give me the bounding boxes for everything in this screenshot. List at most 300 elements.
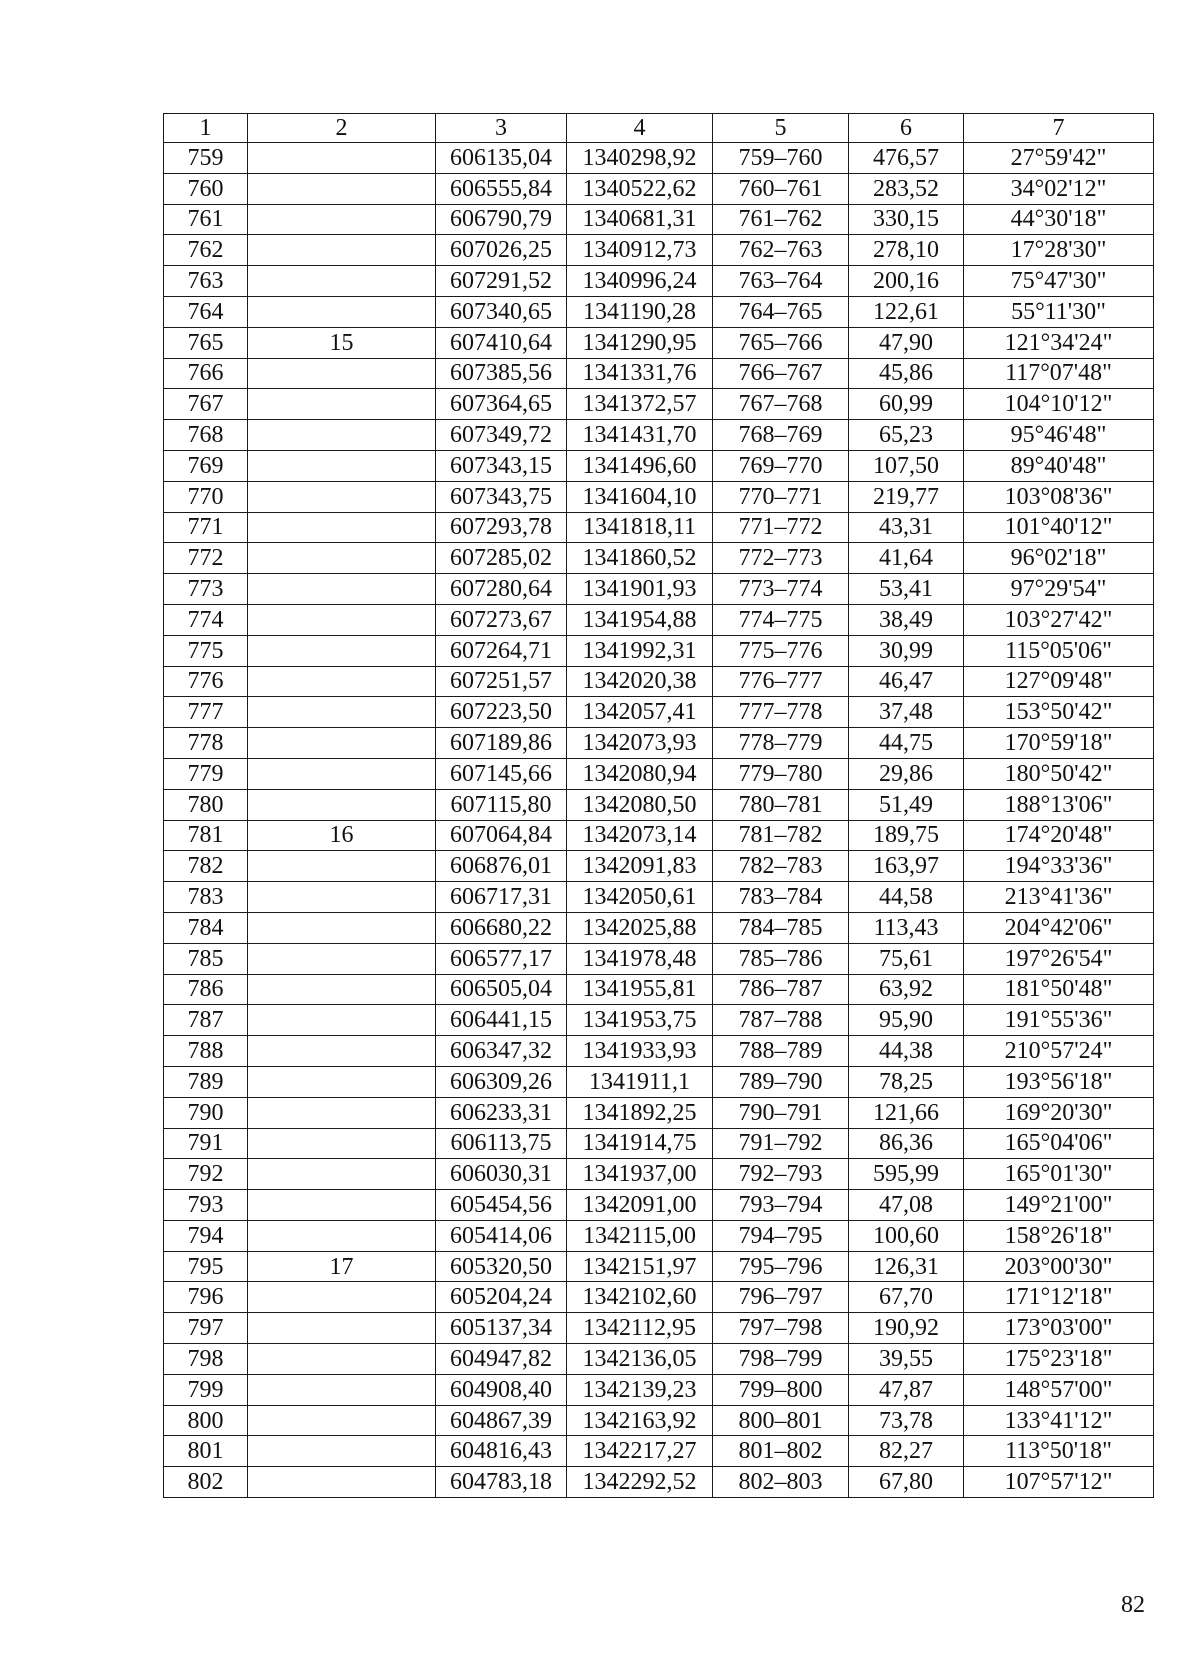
point-number-cell: 802	[164, 1467, 248, 1498]
table-row	[164, 481, 1154, 512]
table-row	[164, 358, 1154, 389]
table-header-row	[164, 114, 1154, 143]
table-row	[164, 1282, 1154, 1313]
y-coordinate-cell: 1341953,75	[567, 1005, 713, 1036]
angle-cell: 173°03'00"	[964, 1313, 1154, 1344]
y-coordinate-cell: 1341604,10	[567, 481, 713, 512]
segment-cell: 772–773	[713, 543, 849, 574]
point-number-cell: 786	[164, 974, 248, 1005]
point-number-cell: 762	[164, 235, 248, 266]
section-number-cell	[248, 1374, 436, 1405]
table-row	[164, 666, 1154, 697]
point-number-cell: 776	[164, 666, 248, 697]
length-cell: 595,99	[849, 1159, 964, 1190]
section-number-cell	[248, 1282, 436, 1313]
x-coordinate-cell: 607280,64	[436, 574, 567, 605]
y-coordinate-cell: 1341978,48	[567, 943, 713, 974]
length-cell: 476,57	[849, 143, 964, 174]
table-row	[164, 974, 1154, 1005]
segment-cell: 802–803	[713, 1467, 849, 1498]
section-number-cell	[248, 604, 436, 635]
angle-cell: 107°57'12"	[964, 1467, 1154, 1498]
length-cell: 46,47	[849, 666, 964, 697]
length-cell: 163,97	[849, 851, 964, 882]
segment-cell: 762–763	[713, 235, 849, 266]
point-number-cell: 798	[164, 1344, 248, 1375]
x-coordinate-cell: 606113,75	[436, 1128, 567, 1159]
angle-cell: 210°57'24"	[964, 1036, 1154, 1067]
y-coordinate-cell: 1342050,61	[567, 882, 713, 913]
coordinates-table	[163, 113, 1154, 1498]
section-number-cell	[248, 1344, 436, 1375]
table-row	[164, 512, 1154, 543]
section-number-cell	[248, 574, 436, 605]
column-header: 1	[164, 114, 248, 143]
segment-cell: 793–794	[713, 1190, 849, 1221]
x-coordinate-cell: 607349,72	[436, 420, 567, 451]
segment-cell: 759–760	[713, 143, 849, 174]
length-cell: 37,48	[849, 697, 964, 728]
table-row	[164, 574, 1154, 605]
x-coordinate-cell: 607340,65	[436, 296, 567, 327]
angle-cell: 153°50'42"	[964, 697, 1154, 728]
point-number-cell: 773	[164, 574, 248, 605]
length-cell: 43,31	[849, 512, 964, 543]
x-coordinate-cell: 607343,75	[436, 481, 567, 512]
length-cell: 51,49	[849, 789, 964, 820]
x-coordinate-cell: 606505,04	[436, 974, 567, 1005]
angle-cell: 89°40'48"	[964, 450, 1154, 481]
column-header: 4	[567, 114, 713, 143]
length-cell: 330,15	[849, 204, 964, 235]
y-coordinate-cell: 1341954,88	[567, 604, 713, 635]
table-row	[164, 1467, 1154, 1498]
table-row	[164, 327, 1154, 358]
point-number-cell: 794	[164, 1220, 248, 1251]
length-cell: 60,99	[849, 389, 964, 420]
angle-cell: 103°27'42"	[964, 604, 1154, 635]
x-coordinate-cell: 606577,17	[436, 943, 567, 974]
x-coordinate-cell: 607291,52	[436, 266, 567, 297]
length-cell: 122,61	[849, 296, 964, 327]
x-coordinate-cell: 607273,67	[436, 604, 567, 635]
table-row	[164, 912, 1154, 943]
segment-cell: 796–797	[713, 1282, 849, 1313]
angle-cell: 204°42'06"	[964, 912, 1154, 943]
point-number-cell: 775	[164, 635, 248, 666]
segment-cell: 789–790	[713, 1066, 849, 1097]
table-row	[164, 697, 1154, 728]
column-header: 2	[248, 114, 436, 143]
segment-cell: 786–787	[713, 974, 849, 1005]
length-cell: 29,86	[849, 758, 964, 789]
segment-cell: 783–784	[713, 882, 849, 913]
table-row	[164, 296, 1154, 327]
y-coordinate-cell: 1342151,97	[567, 1251, 713, 1282]
point-number-cell: 780	[164, 789, 248, 820]
table-row	[164, 1436, 1154, 1467]
y-coordinate-cell: 1341860,52	[567, 543, 713, 574]
angle-cell: 181°50'48"	[964, 974, 1154, 1005]
section-number-cell	[248, 882, 436, 913]
table-row	[164, 266, 1154, 297]
point-number-cell: 791	[164, 1128, 248, 1159]
segment-cell: 769–770	[713, 450, 849, 481]
section-number-cell	[248, 912, 436, 943]
column-header: 5	[713, 114, 849, 143]
angle-cell: 213°41'36"	[964, 882, 1154, 913]
length-cell: 44,58	[849, 882, 964, 913]
segment-cell: 800–801	[713, 1405, 849, 1436]
point-number-cell: 784	[164, 912, 248, 943]
x-coordinate-cell: 606233,31	[436, 1097, 567, 1128]
x-coordinate-cell: 606347,32	[436, 1036, 567, 1067]
angle-cell: 96°02'18"	[964, 543, 1154, 574]
x-coordinate-cell: 607264,71	[436, 635, 567, 666]
section-number-cell	[248, 1405, 436, 1436]
x-coordinate-cell: 606790,79	[436, 204, 567, 235]
section-number-cell	[248, 1436, 436, 1467]
point-number-cell: 764	[164, 296, 248, 327]
point-number-cell: 765	[164, 327, 248, 358]
x-coordinate-cell: 606030,31	[436, 1159, 567, 1190]
section-number-cell	[248, 728, 436, 759]
y-coordinate-cell: 1342025,88	[567, 912, 713, 943]
y-coordinate-cell: 1341496,60	[567, 450, 713, 481]
length-cell: 219,77	[849, 481, 964, 512]
table-row	[164, 1066, 1154, 1097]
angle-cell: 97°29'54"	[964, 574, 1154, 605]
section-number-cell	[248, 143, 436, 174]
table-row	[164, 1251, 1154, 1282]
table-row	[164, 450, 1154, 481]
y-coordinate-cell: 1342136,05	[567, 1344, 713, 1375]
x-coordinate-cell: 606555,84	[436, 173, 567, 204]
angle-cell: 133°41'12"	[964, 1405, 1154, 1436]
section-number-cell	[248, 943, 436, 974]
table-row	[164, 820, 1154, 851]
section-number-cell	[248, 235, 436, 266]
segment-cell: 760–761	[713, 173, 849, 204]
length-cell: 73,78	[849, 1405, 964, 1436]
y-coordinate-cell: 1341290,95	[567, 327, 713, 358]
section-number-cell	[248, 1066, 436, 1097]
point-number-cell: 800	[164, 1405, 248, 1436]
table-row	[164, 420, 1154, 451]
table-row	[164, 943, 1154, 974]
table-row	[164, 789, 1154, 820]
x-coordinate-cell: 607285,02	[436, 543, 567, 574]
y-coordinate-cell: 1342080,50	[567, 789, 713, 820]
section-number-cell	[248, 1313, 436, 1344]
angle-cell: 169°20'30"	[964, 1097, 1154, 1128]
length-cell: 67,70	[849, 1282, 964, 1313]
length-cell: 30,99	[849, 635, 964, 666]
y-coordinate-cell: 1341892,25	[567, 1097, 713, 1128]
length-cell: 126,31	[849, 1251, 964, 1282]
y-coordinate-cell: 1342115,00	[567, 1220, 713, 1251]
length-cell: 45,86	[849, 358, 964, 389]
x-coordinate-cell: 607223,50	[436, 697, 567, 728]
y-coordinate-cell: 1340298,92	[567, 143, 713, 174]
point-number-cell: 763	[164, 266, 248, 297]
x-coordinate-cell: 606680,22	[436, 912, 567, 943]
length-cell: 86,36	[849, 1128, 964, 1159]
length-cell: 100,60	[849, 1220, 964, 1251]
table-row	[164, 635, 1154, 666]
x-coordinate-cell: 604947,82	[436, 1344, 567, 1375]
point-number-cell: 774	[164, 604, 248, 635]
segment-cell: 797–798	[713, 1313, 849, 1344]
segment-cell: 798–799	[713, 1344, 849, 1375]
section-number-cell	[248, 266, 436, 297]
section-number-cell	[248, 389, 436, 420]
x-coordinate-cell: 605204,24	[436, 1282, 567, 1313]
y-coordinate-cell: 1342292,52	[567, 1467, 713, 1498]
angle-cell: 17°28'30"	[964, 235, 1154, 266]
length-cell: 75,61	[849, 943, 964, 974]
section-number-cell	[248, 358, 436, 389]
length-cell: 63,92	[849, 974, 964, 1005]
segment-cell: 784–785	[713, 912, 849, 943]
y-coordinate-cell: 1341431,70	[567, 420, 713, 451]
length-cell: 53,41	[849, 574, 964, 605]
x-coordinate-cell: 604908,40	[436, 1374, 567, 1405]
point-number-cell: 760	[164, 173, 248, 204]
length-cell: 113,43	[849, 912, 964, 943]
point-number-cell: 768	[164, 420, 248, 451]
angle-cell: 191°55'36"	[964, 1005, 1154, 1036]
x-coordinate-cell: 606717,31	[436, 882, 567, 913]
segment-cell: 778–779	[713, 728, 849, 759]
x-coordinate-cell: 607115,80	[436, 789, 567, 820]
length-cell: 41,64	[849, 543, 964, 574]
y-coordinate-cell: 1341190,28	[567, 296, 713, 327]
x-coordinate-cell: 606135,04	[436, 143, 567, 174]
segment-cell: 767–768	[713, 389, 849, 420]
x-coordinate-cell: 607343,15	[436, 450, 567, 481]
x-coordinate-cell: 607364,65	[436, 389, 567, 420]
angle-cell: 115°05'06"	[964, 635, 1154, 666]
length-cell: 283,52	[849, 173, 964, 204]
angle-cell: 188°13'06"	[964, 789, 1154, 820]
x-coordinate-cell: 607410,64	[436, 327, 567, 358]
table-row	[164, 1005, 1154, 1036]
segment-cell: 764–765	[713, 296, 849, 327]
length-cell: 44,38	[849, 1036, 964, 1067]
length-cell: 47,08	[849, 1190, 964, 1221]
length-cell: 47,90	[849, 327, 964, 358]
segment-cell: 781–782	[713, 820, 849, 851]
y-coordinate-cell: 1341955,81	[567, 974, 713, 1005]
point-number-cell: 777	[164, 697, 248, 728]
angle-cell: 165°04'06"	[964, 1128, 1154, 1159]
table-row	[164, 1313, 1154, 1344]
segment-cell: 761–762	[713, 204, 849, 235]
section-number-cell	[248, 296, 436, 327]
section-number-cell	[248, 1005, 436, 1036]
point-number-cell: 793	[164, 1190, 248, 1221]
y-coordinate-cell: 1340522,62	[567, 173, 713, 204]
y-coordinate-cell: 1342073,93	[567, 728, 713, 759]
angle-cell: 165°01'30"	[964, 1159, 1154, 1190]
section-number-cell	[248, 1036, 436, 1067]
length-cell: 200,16	[849, 266, 964, 297]
y-coordinate-cell: 1342112,95	[567, 1313, 713, 1344]
angle-cell: 104°10'12"	[964, 389, 1154, 420]
length-cell: 65,23	[849, 420, 964, 451]
angle-cell: 158°26'18"	[964, 1220, 1154, 1251]
section-number-cell	[248, 1159, 436, 1190]
section-number-cell	[248, 512, 436, 543]
point-number-cell: 769	[164, 450, 248, 481]
section-number-cell	[248, 543, 436, 574]
segment-cell: 771–772	[713, 512, 849, 543]
table-body	[164, 143, 1154, 1498]
y-coordinate-cell: 1342139,23	[567, 1374, 713, 1405]
length-cell: 38,49	[849, 604, 964, 635]
point-number-cell: 790	[164, 1097, 248, 1128]
point-number-cell: 797	[164, 1313, 248, 1344]
table-row	[164, 173, 1154, 204]
table-row	[164, 389, 1154, 420]
y-coordinate-cell: 1342020,38	[567, 666, 713, 697]
point-number-cell: 772	[164, 543, 248, 574]
length-cell: 82,27	[849, 1436, 964, 1467]
angle-cell: 194°33'36"	[964, 851, 1154, 882]
angle-cell: 27°59'42"	[964, 143, 1154, 174]
angle-cell: 170°59'18"	[964, 728, 1154, 759]
length-cell: 78,25	[849, 1066, 964, 1097]
x-coordinate-cell: 605454,56	[436, 1190, 567, 1221]
angle-cell: 55°11'30"	[964, 296, 1154, 327]
page-number: 82	[1121, 1592, 1145, 1618]
length-cell: 189,75	[849, 820, 964, 851]
angle-cell: 148°57'00"	[964, 1374, 1154, 1405]
point-number-cell: 781	[164, 820, 248, 851]
table-row	[164, 758, 1154, 789]
section-number-cell	[248, 173, 436, 204]
x-coordinate-cell: 605414,06	[436, 1220, 567, 1251]
table-row	[164, 235, 1154, 266]
x-coordinate-cell: 607026,25	[436, 235, 567, 266]
table-row	[164, 143, 1154, 174]
angle-cell: 101°40'12"	[964, 512, 1154, 543]
point-number-cell: 779	[164, 758, 248, 789]
point-number-cell: 796	[164, 1282, 248, 1313]
segment-cell: 775–776	[713, 635, 849, 666]
table-row	[164, 204, 1154, 235]
angle-cell: 193°56'18"	[964, 1066, 1154, 1097]
section-number-cell	[248, 697, 436, 728]
section-number-cell	[248, 1190, 436, 1221]
segment-cell: 766–767	[713, 358, 849, 389]
segment-cell: 779–780	[713, 758, 849, 789]
length-cell: 121,66	[849, 1097, 964, 1128]
point-number-cell: 770	[164, 481, 248, 512]
segment-cell: 794–795	[713, 1220, 849, 1251]
x-coordinate-cell: 607293,78	[436, 512, 567, 543]
y-coordinate-cell: 1340996,24	[567, 266, 713, 297]
x-coordinate-cell: 604816,43	[436, 1436, 567, 1467]
segment-cell: 776–777	[713, 666, 849, 697]
y-coordinate-cell: 1342102,60	[567, 1282, 713, 1313]
angle-cell: 149°21'00"	[964, 1190, 1154, 1221]
length-cell: 39,55	[849, 1344, 964, 1375]
segment-cell: 763–764	[713, 266, 849, 297]
y-coordinate-cell: 1341933,93	[567, 1036, 713, 1067]
segment-cell: 792–793	[713, 1159, 849, 1190]
segment-cell: 777–778	[713, 697, 849, 728]
point-number-cell: 761	[164, 204, 248, 235]
angle-cell: 175°23'18"	[964, 1344, 1154, 1375]
angle-cell: 180°50'42"	[964, 758, 1154, 789]
x-coordinate-cell: 607145,66	[436, 758, 567, 789]
segment-cell: 788–789	[713, 1036, 849, 1067]
length-cell: 67,80	[849, 1467, 964, 1498]
segment-cell: 795–796	[713, 1251, 849, 1282]
angle-cell: 197°26'54"	[964, 943, 1154, 974]
angle-cell: 44°30'18"	[964, 204, 1154, 235]
length-cell: 47,87	[849, 1374, 964, 1405]
angle-cell: 171°12'18"	[964, 1282, 1154, 1313]
segment-cell: 782–783	[713, 851, 849, 882]
x-coordinate-cell: 607251,57	[436, 666, 567, 697]
y-coordinate-cell: 1341331,76	[567, 358, 713, 389]
x-coordinate-cell: 607385,56	[436, 358, 567, 389]
y-coordinate-cell: 1342091,83	[567, 851, 713, 882]
y-coordinate-cell: 1342217,27	[567, 1436, 713, 1467]
table-row	[164, 1405, 1154, 1436]
length-cell: 44,75	[849, 728, 964, 759]
section-number-cell	[248, 1097, 436, 1128]
angle-cell: 203°00'30"	[964, 1251, 1154, 1282]
segment-cell: 801–802	[713, 1436, 849, 1467]
angle-cell: 117°07'48"	[964, 358, 1154, 389]
y-coordinate-cell: 1340681,31	[567, 204, 713, 235]
section-number-cell	[248, 974, 436, 1005]
point-number-cell: 789	[164, 1066, 248, 1097]
segment-cell: 770–771	[713, 481, 849, 512]
segment-cell: 799–800	[713, 1374, 849, 1405]
section-number-cell: 15	[248, 327, 436, 358]
section-number-cell	[248, 1128, 436, 1159]
point-number-cell: 766	[164, 358, 248, 389]
segment-cell: 780–781	[713, 789, 849, 820]
section-number-cell	[248, 789, 436, 820]
length-cell: 278,10	[849, 235, 964, 266]
section-number-cell	[248, 481, 436, 512]
segment-cell: 790–791	[713, 1097, 849, 1128]
x-coordinate-cell: 605320,50	[436, 1251, 567, 1282]
x-coordinate-cell: 604783,18	[436, 1467, 567, 1498]
segment-cell: 787–788	[713, 1005, 849, 1036]
angle-cell: 174°20'48"	[964, 820, 1154, 851]
point-number-cell: 767	[164, 389, 248, 420]
section-number-cell: 16	[248, 820, 436, 851]
angle-cell: 103°08'36"	[964, 481, 1154, 512]
y-coordinate-cell: 1342091,00	[567, 1190, 713, 1221]
column-header: 6	[849, 114, 964, 143]
y-coordinate-cell: 1342163,92	[567, 1405, 713, 1436]
x-coordinate-cell: 606309,26	[436, 1066, 567, 1097]
point-number-cell: 771	[164, 512, 248, 543]
y-coordinate-cell: 1342080,94	[567, 758, 713, 789]
point-number-cell: 799	[164, 1374, 248, 1405]
segment-cell: 791–792	[713, 1128, 849, 1159]
y-coordinate-cell: 1341901,93	[567, 574, 713, 605]
section-number-cell	[248, 758, 436, 789]
